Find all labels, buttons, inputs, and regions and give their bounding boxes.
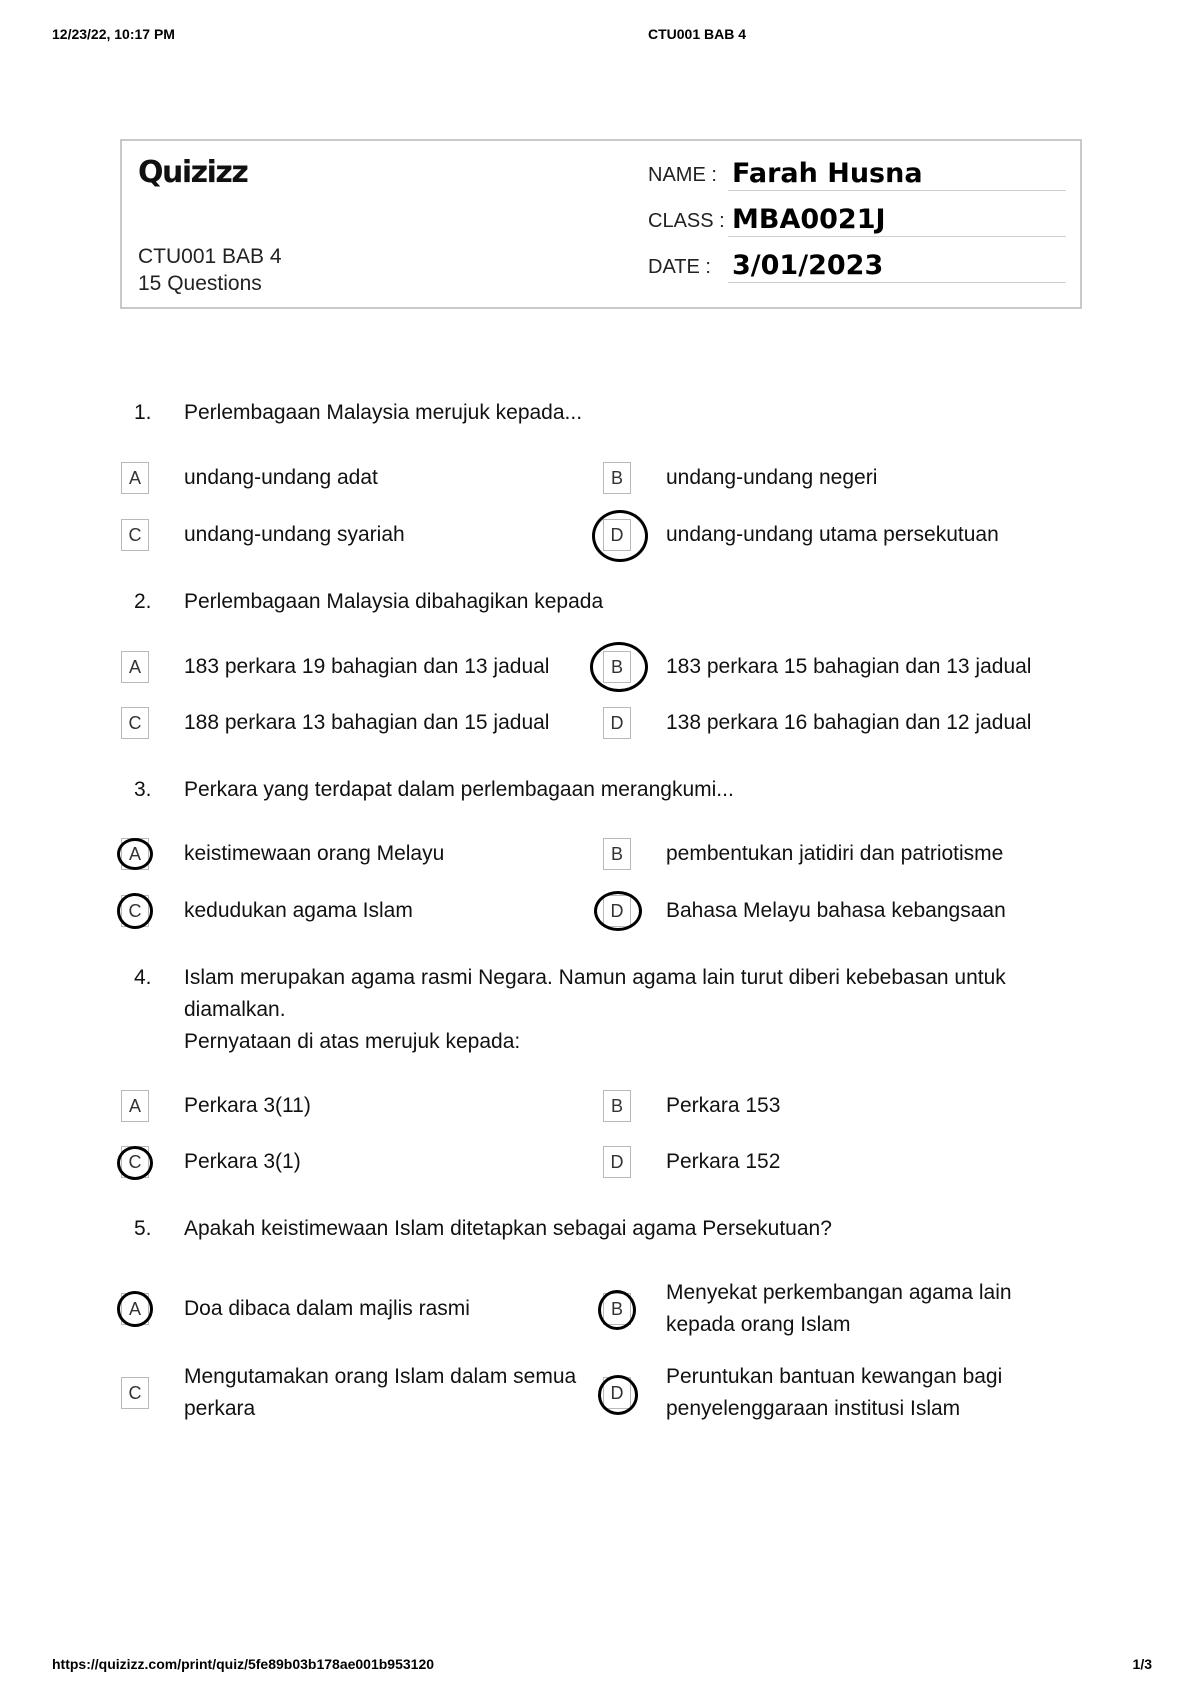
option-letter-box[interactable]: D <box>603 1377 631 1409</box>
date-value: 3/01/2023 <box>732 250 884 281</box>
question-text: Perkara yang terdapat dalam perlembagaan merangkumi... <box>184 778 734 801</box>
option-text-line-1: Peruntukan bantuan kewangan bagi <box>666 1365 1003 1388</box>
class-underline <box>728 236 1066 237</box>
option-text: Doa dibaca dalam majlis rasmi <box>184 1297 470 1320</box>
print-page-number: 1/3 <box>1132 1656 1152 1672</box>
quiz-header-card <box>120 139 1082 309</box>
question-number: 3. <box>134 778 152 801</box>
option-text: undang-undang syariah <box>184 523 405 546</box>
option-letter-box[interactable]: B <box>603 462 631 494</box>
question-number: 1. <box>134 401 152 424</box>
option-text: 188 perkara 13 bahagian dan 15 jadual <box>184 711 550 734</box>
option-letter-box[interactable]: A <box>121 838 149 870</box>
option-letter-box[interactable]: A <box>121 1293 149 1325</box>
question-text: Perlembagaan Malaysia merujuk kepada... <box>184 401 583 424</box>
quiz-title: CTU001 BAB 4 <box>138 245 282 268</box>
name-underline <box>728 190 1066 191</box>
option-text: undang-undang adat <box>184 466 378 489</box>
option-text: Bahasa Melayu bahasa kebangsaan <box>666 899 1006 922</box>
option-text: Perkara 3(11) <box>184 1094 311 1117</box>
option-letter-box[interactable]: D <box>603 895 631 927</box>
class-label: CLASS : <box>648 210 725 232</box>
option-text-line-2: penyelenggaraan institusi Islam <box>666 1397 961 1420</box>
question-text: Apakah keistimewaan Islam ditetapkan sebagai agama Persekutuan? <box>184 1217 832 1240</box>
option-text-line-1: Menyekat perkembangan agama lain <box>666 1281 1012 1304</box>
option-text: Perkara 152 <box>666 1150 781 1173</box>
option-letter-box[interactable]: D <box>603 519 631 551</box>
option-letter-box[interactable]: B <box>603 1090 631 1122</box>
print-doc-title: CTU001 BAB 4 <box>648 26 747 42</box>
question-text-line-1: Islam merupakan agama rasmi Negara. Namun agama lain turut diberi kebebasan untuk <box>184 966 1006 989</box>
name-field <box>648 155 1066 191</box>
option-text: undang-undang negeri <box>666 466 878 489</box>
quizizz-logo: Quizizz <box>138 155 248 190</box>
date-label: DATE : <box>648 256 711 278</box>
option-letter-box[interactable]: D <box>603 1146 631 1178</box>
option-letter-box[interactable]: B <box>603 651 631 683</box>
option-text: undang-undang utama persekutuan <box>666 523 999 546</box>
question-text: Perlembagaan Malaysia dibahagikan kepada <box>184 590 604 613</box>
print-url: https://quizizz.com/print/quiz/5fe89b03b178ae001b953120 <box>52 1656 435 1672</box>
option-text: pembentukan jatidiri dan patriotisme <box>666 842 1004 865</box>
question-number: 2. <box>134 590 152 613</box>
class-field <box>648 201 1066 237</box>
option-letter-box[interactable]: C <box>121 1146 149 1178</box>
name-label: NAME : <box>648 164 717 186</box>
option-letter-box[interactable]: B <box>603 838 631 870</box>
option-letter-box[interactable]: C <box>121 895 149 927</box>
print-datetime: 12/23/22, 10:17 PM <box>52 26 175 42</box>
option-text-line-2: perkara <box>184 1397 256 1420</box>
date-field <box>648 247 1066 283</box>
name-value: Farah Husna <box>732 158 923 189</box>
question-count: 15 Questions <box>138 272 262 295</box>
option-letter-box[interactable]: A <box>121 1090 149 1122</box>
date-underline <box>728 282 1066 283</box>
option-text: keistimewaan orang Melayu <box>184 842 445 865</box>
option-letter-box[interactable]: C <box>121 1377 149 1409</box>
option-text: 183 perkara 19 bahagian dan 13 jadual <box>184 655 550 678</box>
option-letter-box[interactable]: A <box>121 651 149 683</box>
question-text-line-2: diamalkan. <box>184 998 286 1021</box>
question-number: 4. <box>134 966 152 989</box>
option-text-line-2: kepada orang Islam <box>666 1313 851 1336</box>
question-number: 5. <box>134 1217 152 1240</box>
option-letter-box[interactable]: A <box>121 462 149 494</box>
option-text: kedudukan agama Islam <box>184 899 413 922</box>
option-text: Perkara 3(1) <box>184 1150 301 1173</box>
class-value: MBA0021J <box>732 204 886 235</box>
option-text: 138 perkara 16 bahagian dan 12 jadual <box>666 711 1032 734</box>
option-letter-box[interactable]: C <box>121 707 149 739</box>
option-letter-box[interactable]: D <box>603 707 631 739</box>
option-letter-box[interactable]: C <box>121 519 149 551</box>
option-text: 183 perkara 15 bahagian dan 13 jadual <box>666 655 1032 678</box>
option-text-line-1: Mengutamakan orang Islam dalam semua <box>184 1365 577 1388</box>
question-text-line-3: Pernyataan di atas merujuk kepada: <box>184 1030 521 1053</box>
option-letter-box[interactable]: B <box>603 1293 631 1325</box>
option-text: Perkara 153 <box>666 1094 781 1117</box>
